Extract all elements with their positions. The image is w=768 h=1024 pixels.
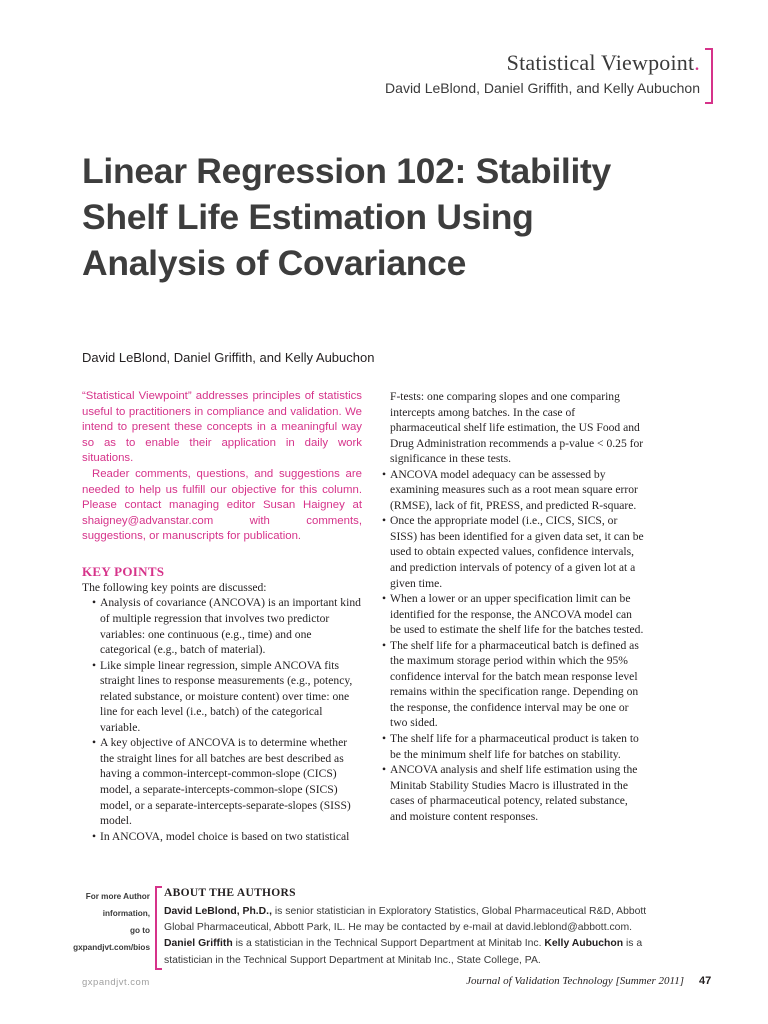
more-info-line: information, (102, 909, 150, 918)
section-name: Statistical Viewpoint (506, 50, 695, 75)
key-point-continued: F-tests: one comparing slopes and one comparing intercepts among batches. In the case of pharmaceutical shelf life estimation, the US Food and Drug Administration recommends a p-value < 0.25 for significance in these tests. (390, 390, 644, 466)
journal-name: Journal of Validation Technology [Summer 2011] (466, 975, 684, 987)
bullet: • (382, 514, 387, 528)
bullet: • (92, 658, 97, 672)
key-point-item (82, 735, 362, 828)
author-name: Daniel Griffith (164, 938, 233, 950)
bullet: • (92, 736, 97, 750)
author-name: David LeBlond, Ph.D., (164, 906, 272, 917)
section-title (507, 50, 700, 76)
author-bio: is a statistician in the Technical Support Department at Minitab Inc. (232, 938, 545, 950)
key-point-item (382, 591, 644, 638)
key-point-item (382, 638, 644, 731)
about-authors-body (164, 904, 664, 969)
bullet: • (382, 638, 387, 652)
author-name: Kelly Aubuchon (544, 938, 624, 950)
author-bio: is senior statistician in Exploratory Statistics, Global Pharmaceutical R&D, Abbott Global Pharmaceutical, Abbott Park, IL. He may be contacted by e-mail at david.leblond@abbott.com. (164, 906, 647, 934)
key-point-text: The shelf life for a pharmaceutical batch is defined as the maximum storage period within which the 95% confidence interval for the batch mean response level remains within the specification range. Depending on the response, the confidence interval may be one or two sided. (390, 638, 639, 730)
key-point-item (82, 829, 362, 845)
section-dot: . (694, 50, 700, 75)
key-point-item (82, 658, 362, 736)
key-point-text: ANCOVA analysis and shelf life estimation using the Minitab Stability Studies Macro is illustrated in the cases of pharmaceutical potency, related substance, and moisture content responses. (390, 763, 638, 823)
site-url[interactable]: gxpandjvt.com (82, 977, 150, 988)
key-points-right-list (382, 467, 644, 825)
intro-paragraph-2: Reader comments, questions, and suggestions are needed to help us fulfill our objective for this column. Please contact managing editor Susan Haigney at shaigney@advanstar.com with comments, suggestions, or manuscripts for publication. (82, 467, 362, 543)
key-point-text: When a lower or an upper specification limit can be identified for the response, the ANCOVA model can be used to estimate the shelf life for the batches tested. (390, 592, 644, 637)
key-points-left-list (82, 595, 362, 844)
page-number: 47 (699, 975, 712, 987)
title-line-1: Linear Regression 102: Stability (82, 151, 612, 191)
right-column (382, 389, 644, 824)
key-point-item (82, 595, 362, 657)
author-bio: is a statistician in the Technical Support Department at Minitab Inc., State College, PA. (164, 938, 643, 966)
key-point-item (382, 731, 644, 762)
title-line-2: Shelf Life Estimation Using (82, 197, 534, 237)
key-point-text: The shelf life for a pharmaceutical product is taken to be the minimum shelf life for batches on stability. (390, 732, 639, 761)
left-column (82, 389, 362, 844)
key-point-text: Analysis of covariance (ANCOVA) is an important kind of multiple regression that involves two predictor variables: one continuous (e.g., time) and one categorical (e.g., batch of material). (100, 596, 361, 657)
byline: David LeBlond, Daniel Griffith, and Kelly Aubuchon (82, 350, 375, 365)
header-bracket (705, 48, 713, 104)
key-point-text: ANCOVA model adequacy can be assessed by examining measures such as a root mean square error (RMSE), lack of fit, PRESS, and predicted R-square. (390, 467, 638, 512)
bullet: • (382, 467, 387, 481)
key-point-text: Like simple linear regression, simple ANCOVA fits straight lines to response measurements (e.g., potency, related substance, or moisture content) over time: one line for each level (i.e., batch) of the categorical variable. (100, 658, 353, 734)
authors-bracket (155, 886, 162, 970)
more-info-line: For more Author (85, 892, 150, 901)
author-bios-link[interactable]: gxpandjvt.com/bios (73, 943, 150, 952)
article-title (82, 148, 682, 286)
more-info-line: go to (129, 926, 150, 935)
intro-paragraph-1: “Statistical Viewpoint” addresses principles of statistics useful to practitioners in compliance and validation. We intend to present these concepts in a meaningful way so as to enable their application in daily work situations. (82, 390, 362, 465)
title-line-3: Analysis of Covariance (82, 243, 467, 283)
key-point-text: Once the appropriate model (i.e., CICS, SICS, or SISS) has been identified for a given data set, it can be used to obtain expected values, confidence intervals, and prediction intervals of potency of a given lot at a given time. (390, 514, 644, 590)
header-authors: David LeBlond, Daniel Griffith, and Kelly Aubuchon (385, 80, 700, 96)
key-point-text: A key objective of ANCOVA is to determine whether the straight lines for all batches are best described as having a common-intercept-common-slope (CICS) model, a separate-intercepts-common-slope (SICS) model, or a separate-intercepts-separate-slopes (SISS) model. (100, 736, 351, 828)
bullet: • (382, 732, 387, 746)
key-point-text: In ANCOVA, model choice is based on two statistical (100, 829, 350, 843)
author-info-sidebar (62, 888, 150, 956)
key-points-intro: The following key points are discussed: (82, 580, 267, 594)
bullet: • (92, 596, 97, 610)
key-point-item (382, 513, 644, 591)
key-point-item (382, 467, 644, 514)
bullet: • (382, 763, 387, 777)
about-authors-heading: ABOUT THE AUTHORS (164, 887, 296, 899)
bullet: • (382, 592, 387, 606)
bullet: • (92, 829, 97, 843)
key-points-heading: KEY POINTS (82, 563, 165, 579)
key-point-item (382, 762, 644, 824)
